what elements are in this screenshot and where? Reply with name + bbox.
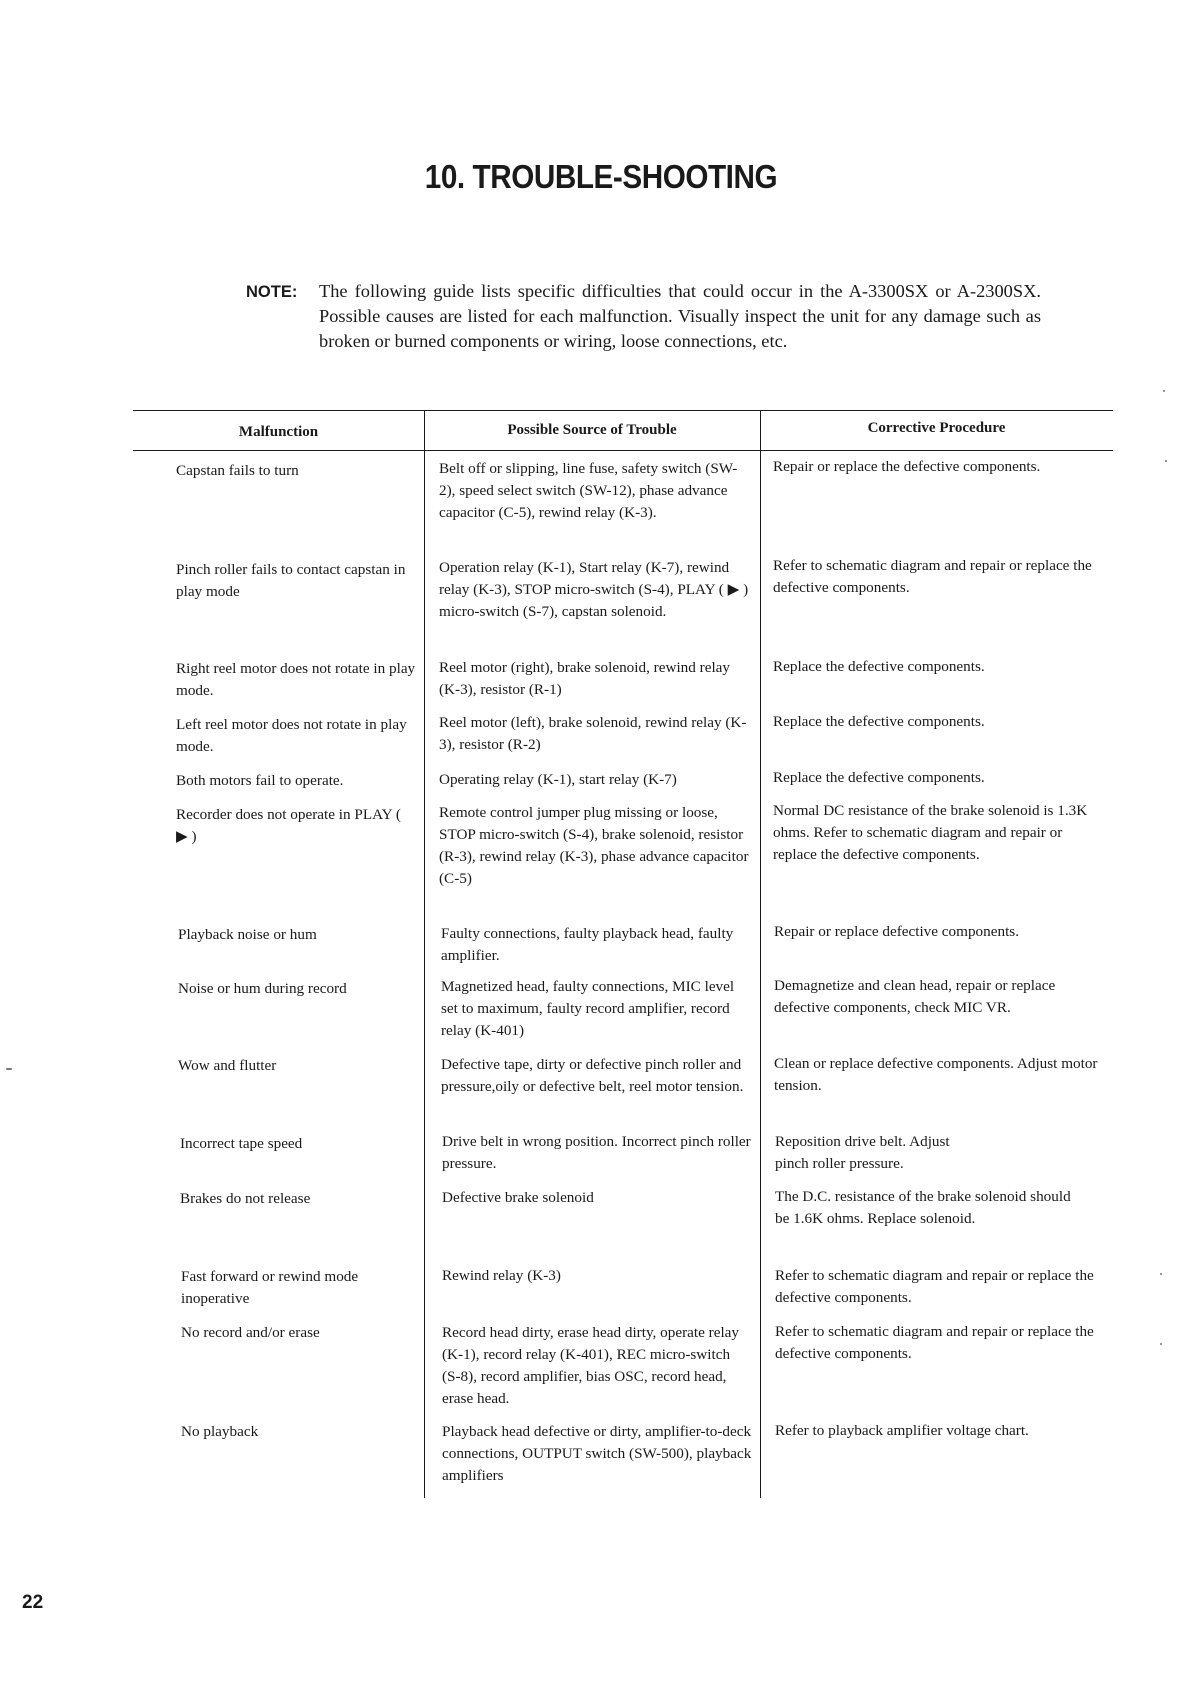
source-cell: Reel motor (right), brake solenoid, rewind relay (K-3), resistor (R-1) <box>439 659 731 698</box>
procedure-cell: Repair or replace defective components. <box>774 923 1019 940</box>
source-cell: Defective tape, dirty or defective pinch roller and pressure,oily or defective belt, reel motor tension. <box>441 1056 744 1095</box>
note-label: NOTE: <box>246 283 298 301</box>
source-cell: Magnetized head, faulty connections, MIC level set to maximum, faulty record amplifier, record relay (K-401) <box>441 978 735 1039</box>
procedure-cell: Refer to schematic diagram and repair or replace the defective components. <box>773 557 1092 596</box>
scan-speck <box>1160 1273 1162 1275</box>
malfunction-cell: Both motors fail to operate. <box>176 772 344 789</box>
scan-speck <box>1160 1343 1162 1345</box>
header-procedure: Corrective Procedure <box>867 420 1006 436</box>
page-number: 22 <box>22 1592 44 1613</box>
malfunction-cell: Fast forward or rewind mode inoperative <box>181 1268 359 1307</box>
column-divider-1 <box>424 410 425 1498</box>
procedure-cell: Refer to playback amplifier voltage chart. <box>775 1422 1029 1439</box>
table-header-rule <box>133 450 1113 451</box>
procedure-cell: The D.C. resistance of the brake solenoid should be 1.6K ohms. Replace solenoid. <box>775 1188 1071 1227</box>
note-block <box>246 279 1041 354</box>
scan-speck <box>1163 390 1165 392</box>
procedure-cell: Repair or replace the defective components. <box>773 458 1041 475</box>
source-cell: Rewind relay (K-3) <box>442 1267 561 1284</box>
source-cell: Operating relay (K-1), start relay (K-7) <box>439 771 677 788</box>
malfunction-cell: Left reel motor does not rotate in play mode. <box>176 716 407 755</box>
header-malfunction: Malfunction <box>238 424 319 440</box>
page-title: 10. TROUBLE-SHOOTING <box>424 158 778 195</box>
malfunction-cell: No playback <box>181 1423 259 1440</box>
note-text: The following guide lists specific difficulties that could occur in the A-3300SX or A-2300SX. Possible causes are listed for each malfunction. Visually inspect the unit for any damage such as broken or burned components or wiring, loose connections, etc. <box>319 281 1041 351</box>
header-source: Possible Source of Trouble <box>507 422 677 438</box>
procedure-cell: Reposition drive belt. Adjust pinch roller pressure. <box>775 1133 950 1172</box>
malfunction-cell: Brakes do not release <box>180 1190 311 1207</box>
malfunction-cell: Wow and flutter <box>178 1057 277 1074</box>
malfunction-cell: No record and/or erase <box>181 1324 320 1341</box>
source-cell: Remote control jumper plug missing or loose, STOP micro-switch (S-4), brake solenoid, resistor (R-3), rewind relay (K-3), phase advance capacitor (C-5) <box>439 804 749 887</box>
source-cell: Playback head defective or dirty, amplifier-to-deck connections, OUTPUT switch (SW-500), playback amplifiers <box>442 1423 752 1484</box>
procedure-cell: Refer to schematic diagram and repair or replace the defective components. <box>775 1323 1094 1362</box>
malfunction-cell: Pinch roller fails to contact capstan in play mode <box>176 561 406 600</box>
malfunction-cell: Noise or hum during record <box>178 980 347 997</box>
column-divider-2 <box>760 410 761 1498</box>
procedure-cell: Demagnetize and clean head, repair or replace defective components, check MIC VR. <box>774 977 1056 1016</box>
malfunction-cell: Capstan fails to turn <box>176 462 299 479</box>
procedure-cell: Refer to schematic diagram and repair or replace the defective components. <box>775 1267 1094 1306</box>
procedure-cell: Clean or replace defective components. Adjust motor tension. <box>774 1055 1098 1094</box>
malfunction-cell: Recorder does not operate in PLAY ( ▶ ) <box>176 806 401 845</box>
source-cell: Reel motor (left), brake solenoid, rewind relay (K-3), resistor (R-2) <box>439 714 747 753</box>
source-cell: Belt off or slipping, line fuse, safety switch (SW-2), speed select switch (SW-12), phase advance capacitor (C-5), rewind relay (K-3). <box>439 460 738 521</box>
malfunction-cell: Playback noise or hum <box>178 926 317 943</box>
source-cell: Defective brake solenoid <box>442 1189 594 1206</box>
procedure-cell: Replace the defective components. <box>773 713 985 730</box>
source-cell: Record head dirty, erase head dirty, operate relay (K-1), record relay (K-401), REC micro-switch (S-8), record amplifier, bias OSC, record head, erase head. <box>442 1324 739 1407</box>
source-cell: Faulty connections, faulty playback head, faulty amplifier. <box>441 925 734 964</box>
malfunction-cell: Incorrect tape speed <box>180 1135 303 1152</box>
procedure-cell: Normal DC resistance of the brake solenoid is 1.3K ohms. Refer to schematic diagram and repair or replace the defective components. <box>773 802 1088 863</box>
scan-speck <box>1165 460 1167 462</box>
source-cell: Operation relay (K-1), Start relay (K-7), rewind relay (K-3), STOP micro-switch (S-4), PLAY ( ▶ ) micro-switch (S-7), capstan solenoid. <box>439 559 749 620</box>
table-top-rule <box>133 410 1113 411</box>
procedure-cell: Replace the defective components. <box>773 658 985 675</box>
source-cell: Drive belt in wrong position. Incorrect pinch roller pressure. <box>442 1133 751 1172</box>
procedure-cell: Replace the defective components. <box>773 769 985 786</box>
malfunction-cell: Right reel motor does not rotate in play mode. <box>176 660 416 699</box>
scan-speck <box>6 1068 12 1070</box>
